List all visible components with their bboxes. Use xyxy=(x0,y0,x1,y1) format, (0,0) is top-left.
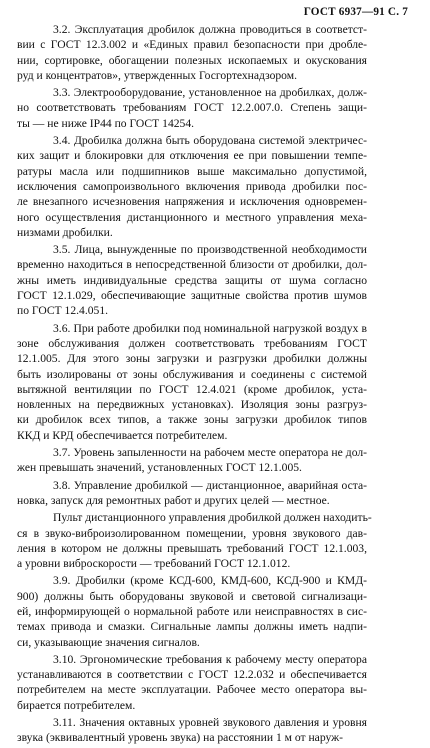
text-line: а уровни виброскорости — требований ГОСТ 12.1.012. xyxy=(17,557,291,571)
document-body xyxy=(17,22,403,748)
text-line: 3.5. Лица, вынужденные по производственной необходимости xyxy=(53,243,367,257)
paragraph-3-5 xyxy=(17,242,403,318)
text-line: 3.3. Электрооборудование, установленное на дробилках, долж- xyxy=(53,86,367,100)
text-line: новка, запуск для ремонтных работ и других целей — местное. xyxy=(17,493,330,507)
text-line: по ГОСТ 12.4.051. xyxy=(17,304,109,318)
paragraph-3-11 xyxy=(17,715,403,746)
paragraph-3-7 xyxy=(17,445,403,476)
text-line: но соответствовать требованиям ГОСТ 12.2.007.0. Степень защи- xyxy=(17,101,367,115)
text-line: 3.10. Эргономические требования к рабочему месту оператора xyxy=(53,652,367,666)
paragraph-3-3 xyxy=(17,85,403,131)
text-line: ты — не ниже IP44 по ГОСТ 14254. xyxy=(17,116,195,130)
text-line: ККД и КРД обеспечивается потребителем. xyxy=(17,428,228,442)
text-line: временно находиться в непосредственной близости от дробилки, дол- xyxy=(17,258,367,272)
text-line: ей, информирующей о нормальной работе или неисправностях в сис- xyxy=(17,604,367,618)
text-line: быть изолированы от зоны обслуживания и соединены с системой xyxy=(17,367,367,381)
text-line: 12.1.005. Для этого зоны загрузки и разгрузки дробилки должны xyxy=(17,352,367,366)
text-line: ся в звуко-виброизолированном помещении, уровня звукового дав- xyxy=(17,526,367,540)
text-line: ких защит и блокировки для отключения ее при повышении темпе- xyxy=(17,149,367,163)
text-line: жны иметь индивидуальные средства защиты от шума согласно xyxy=(17,273,367,287)
text-line: темах привода и смазки. Сигнальные лампы должны иметь надпи- xyxy=(17,620,367,634)
text-line: жен превышать значений, установленных ГОСТ 12.1.005. xyxy=(17,461,302,475)
text-line: исключения самопроизвольного включения привода дробилки пос- xyxy=(17,179,367,193)
text-line: ления в котором не должны превышать требований ГОСТ 12.1.003, xyxy=(17,541,367,555)
paragraph-3-8-b xyxy=(17,510,403,571)
text-line: Пульт дистанционного управления дробилкой должен находить- xyxy=(53,511,372,525)
paragraph-3-9 xyxy=(17,573,403,649)
text-line: ратуры масла или подшипников выше максимально допустимой, xyxy=(17,164,367,178)
text-line: устанавливаются в соответствии с ГОСТ 12.2.032 и обеспечивается xyxy=(17,668,367,682)
text-line: зоне обслуживания должен соответствовать требованиям ГОСТ xyxy=(17,336,367,350)
text-line: 3.6. При работе дробилки под номинальной нагрузкой воздух в xyxy=(53,321,367,335)
text-line: звука (эквивалентный уровень звука) на расстоянии 1 м от наруж- xyxy=(17,731,343,745)
text-line: вии с ГОСТ 12.3.002 и «Единых правил безопасности при дробле- xyxy=(17,38,367,52)
text-line: ки дробилок всех типов, а также зоны загрузки дробилок типов xyxy=(17,413,367,427)
text-line: низмами дробилки. xyxy=(17,225,113,239)
text-line: новленных на передвижных установках). Изоляция зоны разгруз- xyxy=(17,398,367,412)
paragraph-3-6 xyxy=(17,321,403,443)
text-line: 3.2. Эксплуатация дробилок должна проводиться в соответст- xyxy=(53,23,367,36)
text-line: руд и концентратов», утвержденных Госгортехнадзором. xyxy=(17,68,297,82)
paragraph-3-2 xyxy=(17,22,403,83)
text-line: си, указывающие значения сигналов. xyxy=(17,635,200,649)
text-line: потребителем на месте эксплуатации. Рабочее место оператора вы- xyxy=(17,683,367,697)
text-line: 3.7. Уровень запыленности на рабочем месте оператора не дол- xyxy=(53,446,367,460)
text-line: бирается потребителем. xyxy=(17,698,136,712)
text-line: ле внезапного исчезновения напряжения и исключения одновремен- xyxy=(17,195,367,209)
text-line: 3.4. Дробилка должна быть оборудована системой электричес- xyxy=(53,134,367,148)
text-line: 900) должны быть оборудованы звуковой и световой сигнализаци- xyxy=(17,589,367,603)
text-line: 3.11. Значения октавных уровней звукового давления и уровня xyxy=(53,716,367,730)
paragraph-3-10 xyxy=(17,652,403,713)
paragraph-3-4 xyxy=(17,133,403,240)
text-line: нии, сортировке, обогащении полезных ископаемых и окускования xyxy=(17,53,367,67)
page-header: ГОСТ 6937—91 С. 7 xyxy=(303,6,408,18)
paragraph-3-8 xyxy=(17,478,403,509)
text-line: 3.9. Дробилки (кроме КСД-600, КМД-600, КСД-900 и КМД- xyxy=(53,574,367,588)
text-line: ного осуществления дистанционного и местного управления меха- xyxy=(17,210,367,224)
text-line: 3.8. Управление дробилкой — дистанционное, аварийная оста- xyxy=(53,478,367,492)
text-line: ГОСТ 12.1.029, обеспечивающие защитные свойства против шумов xyxy=(17,289,367,303)
text-line: вытяжной вентиляции по ГОСТ 12.4.021 (кроме дробилок, уста- xyxy=(17,382,367,396)
